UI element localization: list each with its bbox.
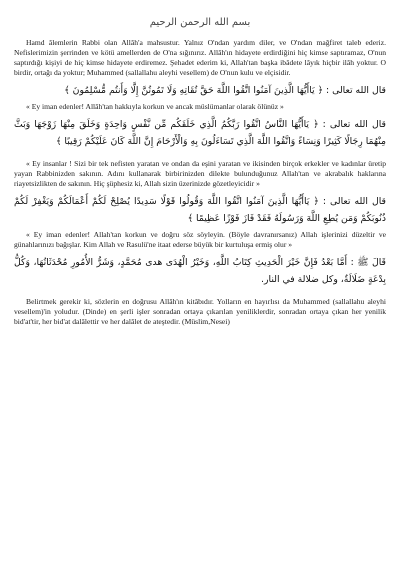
- hadith-translation: Belirtmek gerekir ki, sözlerin en doğrusu Allâh'ın kitâbıdır. Yolların en hayırlısı da Muhammed (sallallahu aleyhi vesellem)'in yoludur. (Dinde) en şerli işler sonradan ortaya çıkarılan yeniliklerdir, sonradan ortaya çıkan her yenilik bid'at'tir, her bid'at dalâlettir ve her dalâlet de ateştedir. (Müslim,Nesei): [14, 297, 386, 326]
- arabic-verse-3: قال الله تعالى : ﴿ يَاأَيُّهَا الَّذِينَ آمَنُوا اتَّقُوا اللَّهَ وَقُولُوا قَوْلًا سَدِيدًا يُصْلِحْ لَكُمْ أَعْمَالَكُمْ وَيَغْفِرْ لَكُمْ ذُنُوبَكُمْ وَمَن يُطِعِ اللَّهَ وَرَسُولَهُ فَقَدْ فَازَ فَوْزًا عَظِيمًا ﴾: [14, 196, 386, 224]
- intro-paragraph: Hamd âlemlerin Rabbi olan Allâh'a mahsustur. Yalnız O'ndan yardım diler, ve O'ndan mağfiret taleb ederiz. Nefislerimizin şerrinden ve kötü amellerden de O'na sığınırız. Allâh'ın hidayete erdirdiğini hiç kimse saptıramaz, O'nun saptırdığı kişiyi de hiç kimse hidayete erdiremez. Şehadet ederim ki, Allah'tan başka ibâdete lâyık hiçbir ilâh yoktur. O birdir, ortağı da yoktur; Muhammed (sallallahu aleyhi vesellem) de O'nun kulu ve elçisidir.: [14, 38, 386, 77]
- arabic-verse-2: قال الله تعالى : ﴿ يَاأَيُّهَا النَّاسُ اتَّقُوا رَبَّكُمُ الَّذِي خَلَقَكُم مِّن نَّفْسٍ وَاحِدَةٍ وَخَلَقَ مِنْهَا زَوْجَهَا وَبَثَّ مِنْهُمَا رِجَالًا كَثِيرًا وَنِسَاءً وَاتَّقُوا اللَّهَ الَّذِي تَسَاءَلُونَ بِهِ وَالْأَرْحَامَ إِنَّ اللَّهَ كَانَ عَلَيْكُمْ رَقِيبًا ﴾: [14, 119, 386, 147]
- translation-3: « Ey iman edenler! Allah'tan korkun ve doğru söz söyleyin. (Böyle davranırsanız) Allah işlerinizi düzeltir ve günahlarınızı bağışlar. Kim Allah ve Rasulü'ne itaat ederse büyük bir kurtuluşa ermiş olur »: [14, 230, 386, 249]
- basmala-calligraphy: بسم الله الرحمن الرحيم: [149, 17, 251, 28]
- arabic-verse-1: قال الله تعالى : ﴿ يَاأَيُّهَا الَّذِينَ آمَنُوا اتَّقُوا اللَّهَ حَقَّ تُقَاتِهِ وَلَا تَمُوتُنَّ إِلَّا وَأَنتُم مُّسْلِمُونَ ﴾: [64, 85, 386, 96]
- arabic-hadith: قَالَ ﷺ : أَمَّا بَعْدُ فَإِنَّ خَيْرَ الْحَدِيثِ كِتَابُ اللَّهِ، وَخَيْرُ الْهُدَى هدى مُحَمَّدٍ، وَشَرُّ الأُمُورِ مُحْدَثَاتُهَا، وَكُلُّ بِدْعَةٍ ضَلَالَةٌ، وكل ضلالة في النار.: [14, 257, 386, 285]
- translation-1: « Ey iman edenler! Allâh'tan hakkıyla korkun ve ancak müslümanlar olarak ölünüz »: [26, 102, 284, 111]
- translation-2: « Ey insanlar ! Sizi bir tek nefisten yaratan ve ondan da eşini yaratan ve ikisinden birçok erkekler ve kadınlar üretip yayan Rabbinizden sakının. Adını kullanarak birbirinizden dilekte bulunduğunuz Allah'tan ve akrabalık haklarına riayetsizlikten de sakının. Hiç şüphesiz ki, Allah sizin üzerinizde gözetleyicidir »: [14, 159, 386, 188]
